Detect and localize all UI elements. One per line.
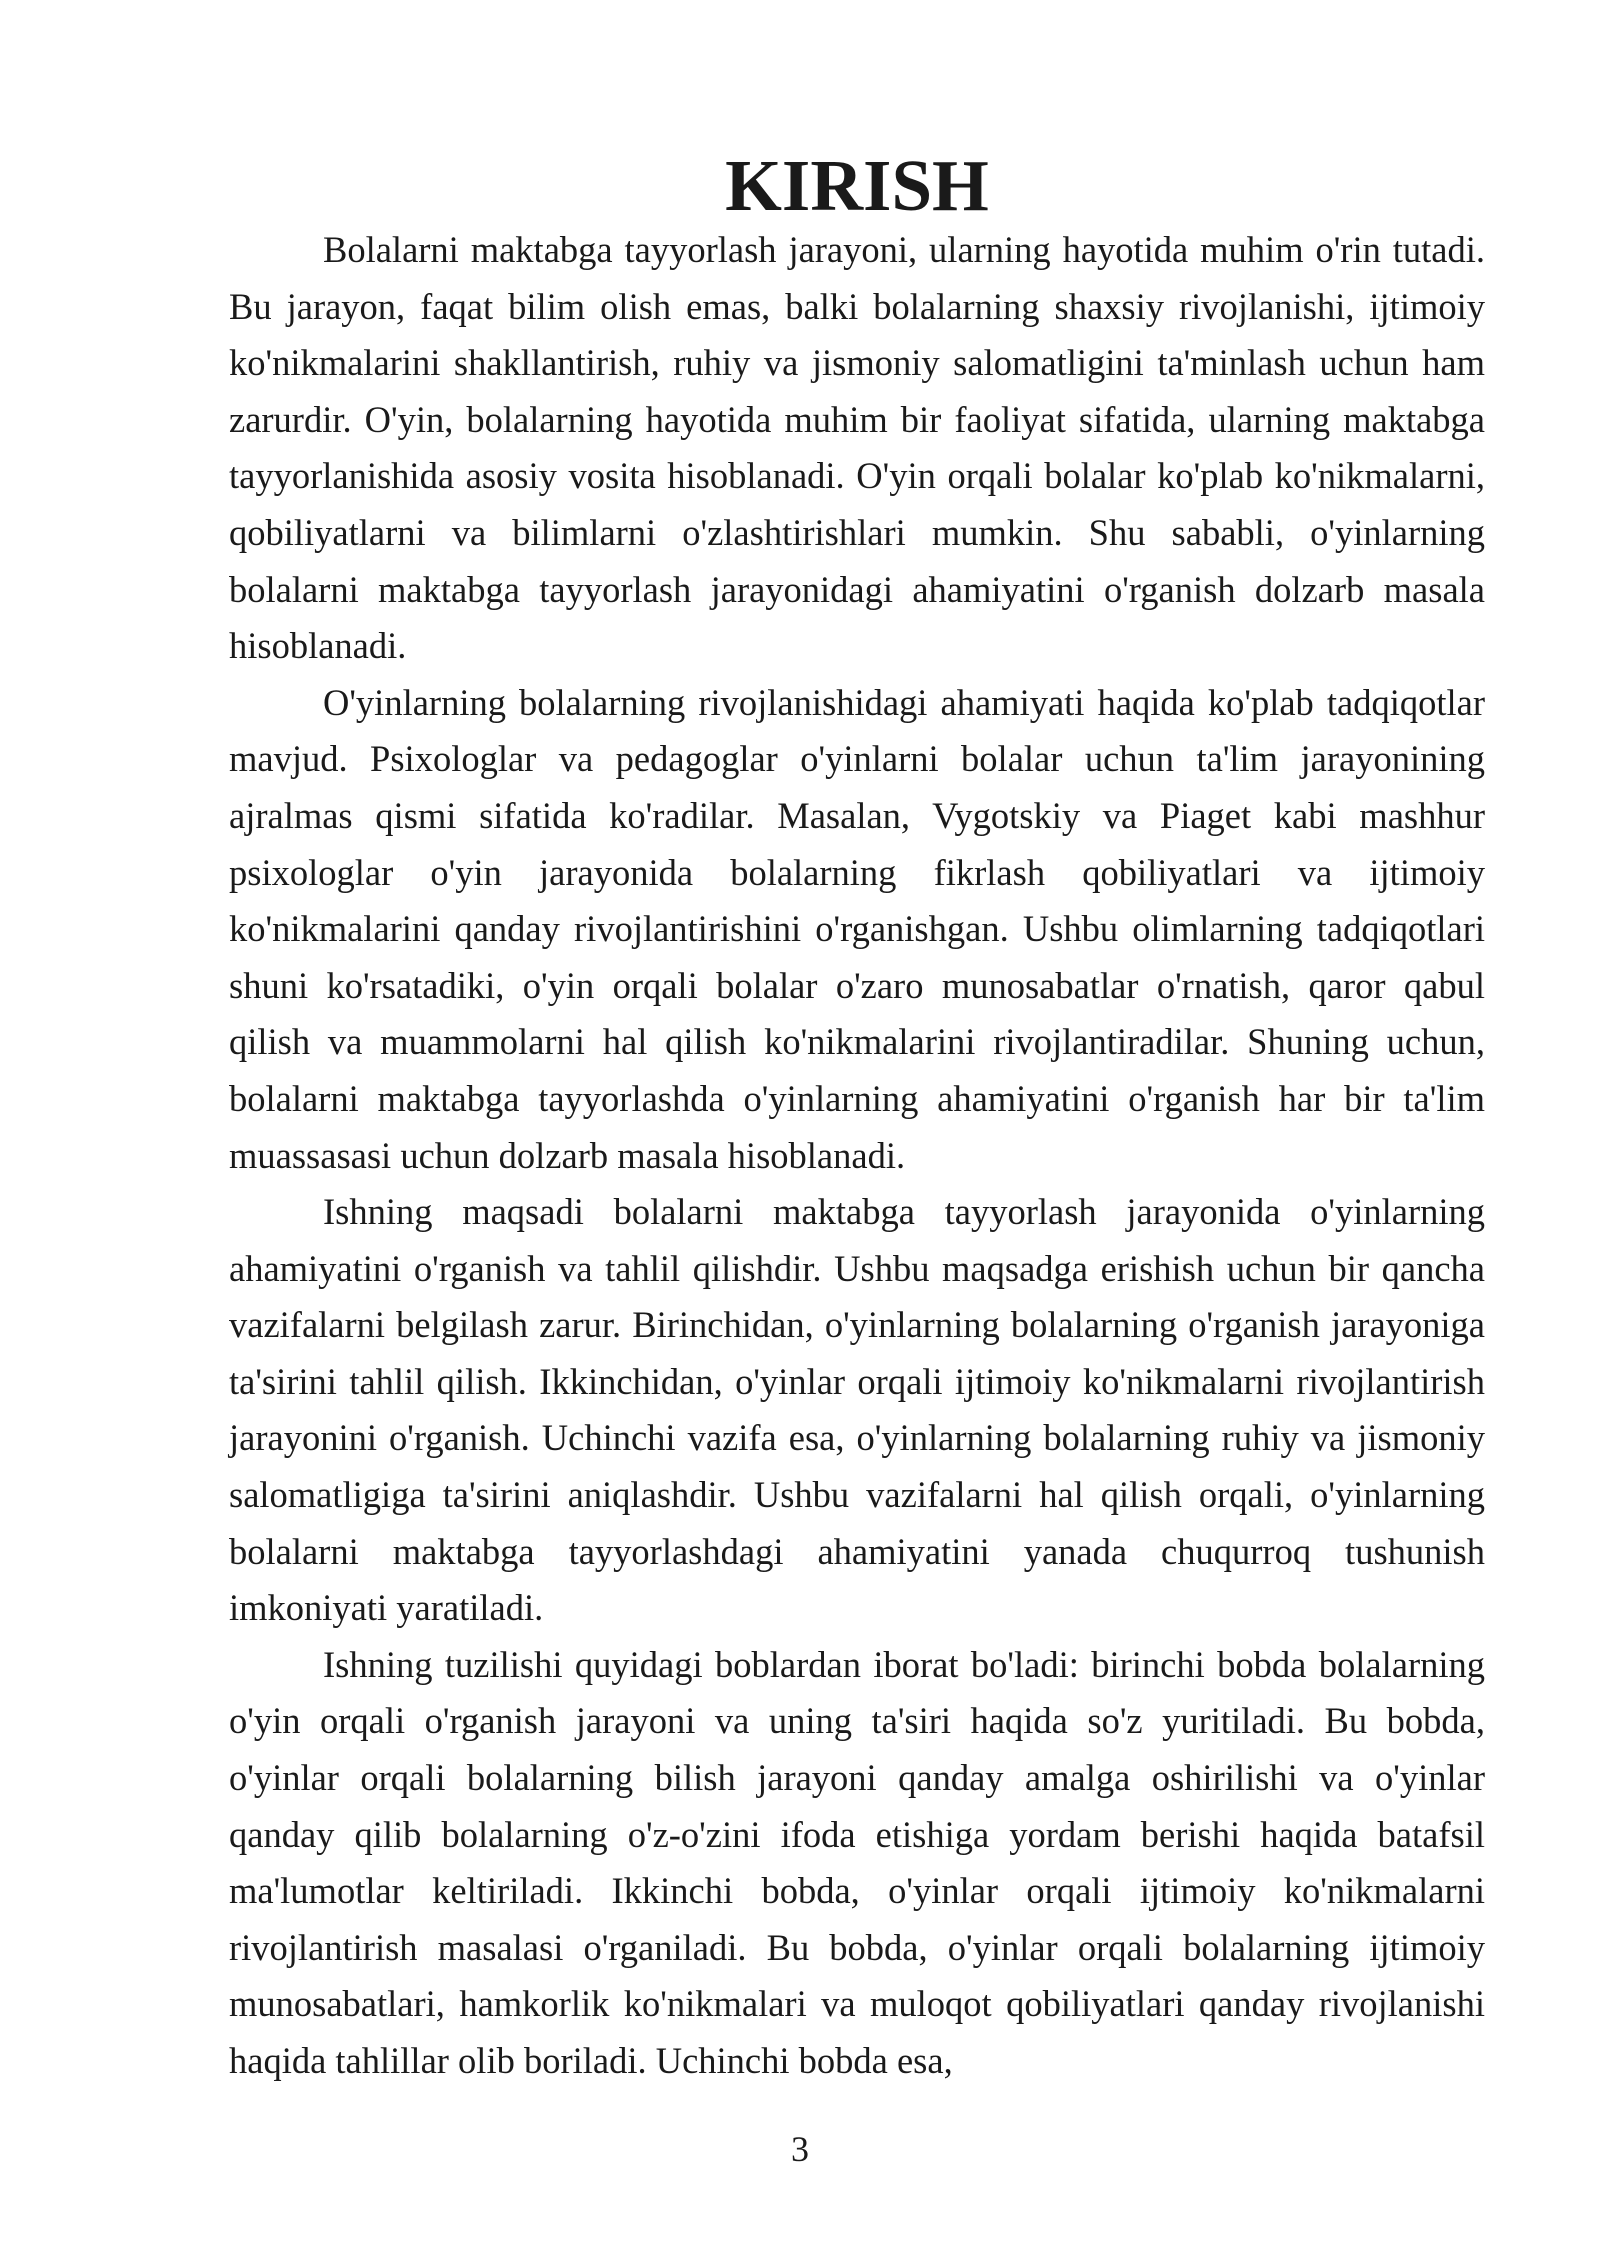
page-content [229,145,1485,2090]
paragraph-1: Bolalarni maktabga tayyorlash jarayoni, ularning hayotida muhim o'rin tutadi. Bu jarayon, faqat bilim olish emas, balki bolalarning shaxsiy rivojlanishi, ijtimoiy ko'nikmalarini shakllantirish, ruhiy va jismoniy salomatligini ta'minlash uchun ham zarurdir. O'yin, bolalarning hayotida muhim bir faoliyat sifatida, ularning maktabga tayyorlanishida asosiy vosita hisoblanadi. O'yin orqali bolalar ko'plab ko'nikmalarni, qobiliyatlarni va bilimlarni o'zlashtirishlari mumkin. Shu sababli, o'yinlarning bolalarni maktabga tayyorlash jarayonidagi ahamiyatini o'rganish dolzarb masala hisoblanadi. [229,229,1485,667]
paragraph-2: O'yinlarning bolalarning rivojlanishidagi ahamiyati haqida ko'plab tadqiqotlar mavjud. Psixologlar va pedagoglar o'yinlarni bolalar uchun ta'lim jarayonining ajralmas qismi sifatida ko'radilar. Masalan, Vygotskiy va Piaget kabi mashhur psixologlar o'yin jarayonida bolalarning fikrlash qobiliyatlari va ijtimoiy ko'nikmalarini qanday rivojlantirishini o'rganishgan. Ushbu olimlarning tadqiqotlari shuni ko'rsatadiki, o'yin orqali bolalar o'zaro munosabatlar o'rnatish, qaror qabul qilish va muammolarni hal qilish ko'nikmalarini rivojlantiradilar. Shuning uchun, bolalarni maktabga tayyorlashda o'yinlarning ahamiyatini o'rganish har bir ta'lim muassasasi uchun dolzarb masala hisoblanadi. [229,681,1485,1176]
paragraph-3: Ishning maqsadi bolalarni maktabga tayyorlash jarayonida o'yinlarning ahamiyatini o'rganish va tahlil qilishdir. Ushbu maqsadga erishish uchun bir qancha vazifalarni belgilash zarur. Birinchidan, o'yinlarning bolalarning o'rganish jarayoniga ta'sirini tahlil qilish. Ikkinchidan, o'yinlar orqali ijtimoiy ko'nikmalarni rivojlantirish jarayonini o'rganish. Uchinchi vazifa esa, o'yinlarning bolalarning ruhiy va jismoniy salomatligiga ta'sirini aniqlashdir. Ushbu vazifalarni hal qilish orqali, o'yinlarning bolalarni maktabga tayyorlashdagi ahamiyatini yanada chuqurroq tushunish imkoniyati yaratiladi. [229,1191,1485,1629]
section-title: KIRISH [725,145,989,226]
paragraph-4: Ishning tuzilishi quyidagi boblardan iborat bo'ladi: birinchi bobda bolalarning o'yin orqali o'rganish jarayoni va uning ta'siri haqida so'z yuritiladi. Bu bobda, o'yinlar orqali bolalarning bilish jarayoni qanday amalga oshirilishi va o'yinlar qanday qilib bolalarning o'z-o'zini ifoda etishiga yordam berishi haqida batafsil ma'lumotlar keltiriladi. Ikkinchi bobda, o'yinlar orqali ijtimoiy ko'nikmalarni rivojlantirish masalasi o'rganiladi. Bu bobda, o'yinlar orqali bolalarning ijtimoiy munosabatlari, hamkorlik ko'nikmalari va muloqot qobiliyatlari qanday rivojlanishi haqida tahlillar olib boriladi. Uchinchi bobda esa, [229,1643,1485,2081]
page-number: 3 [791,2129,809,2169]
